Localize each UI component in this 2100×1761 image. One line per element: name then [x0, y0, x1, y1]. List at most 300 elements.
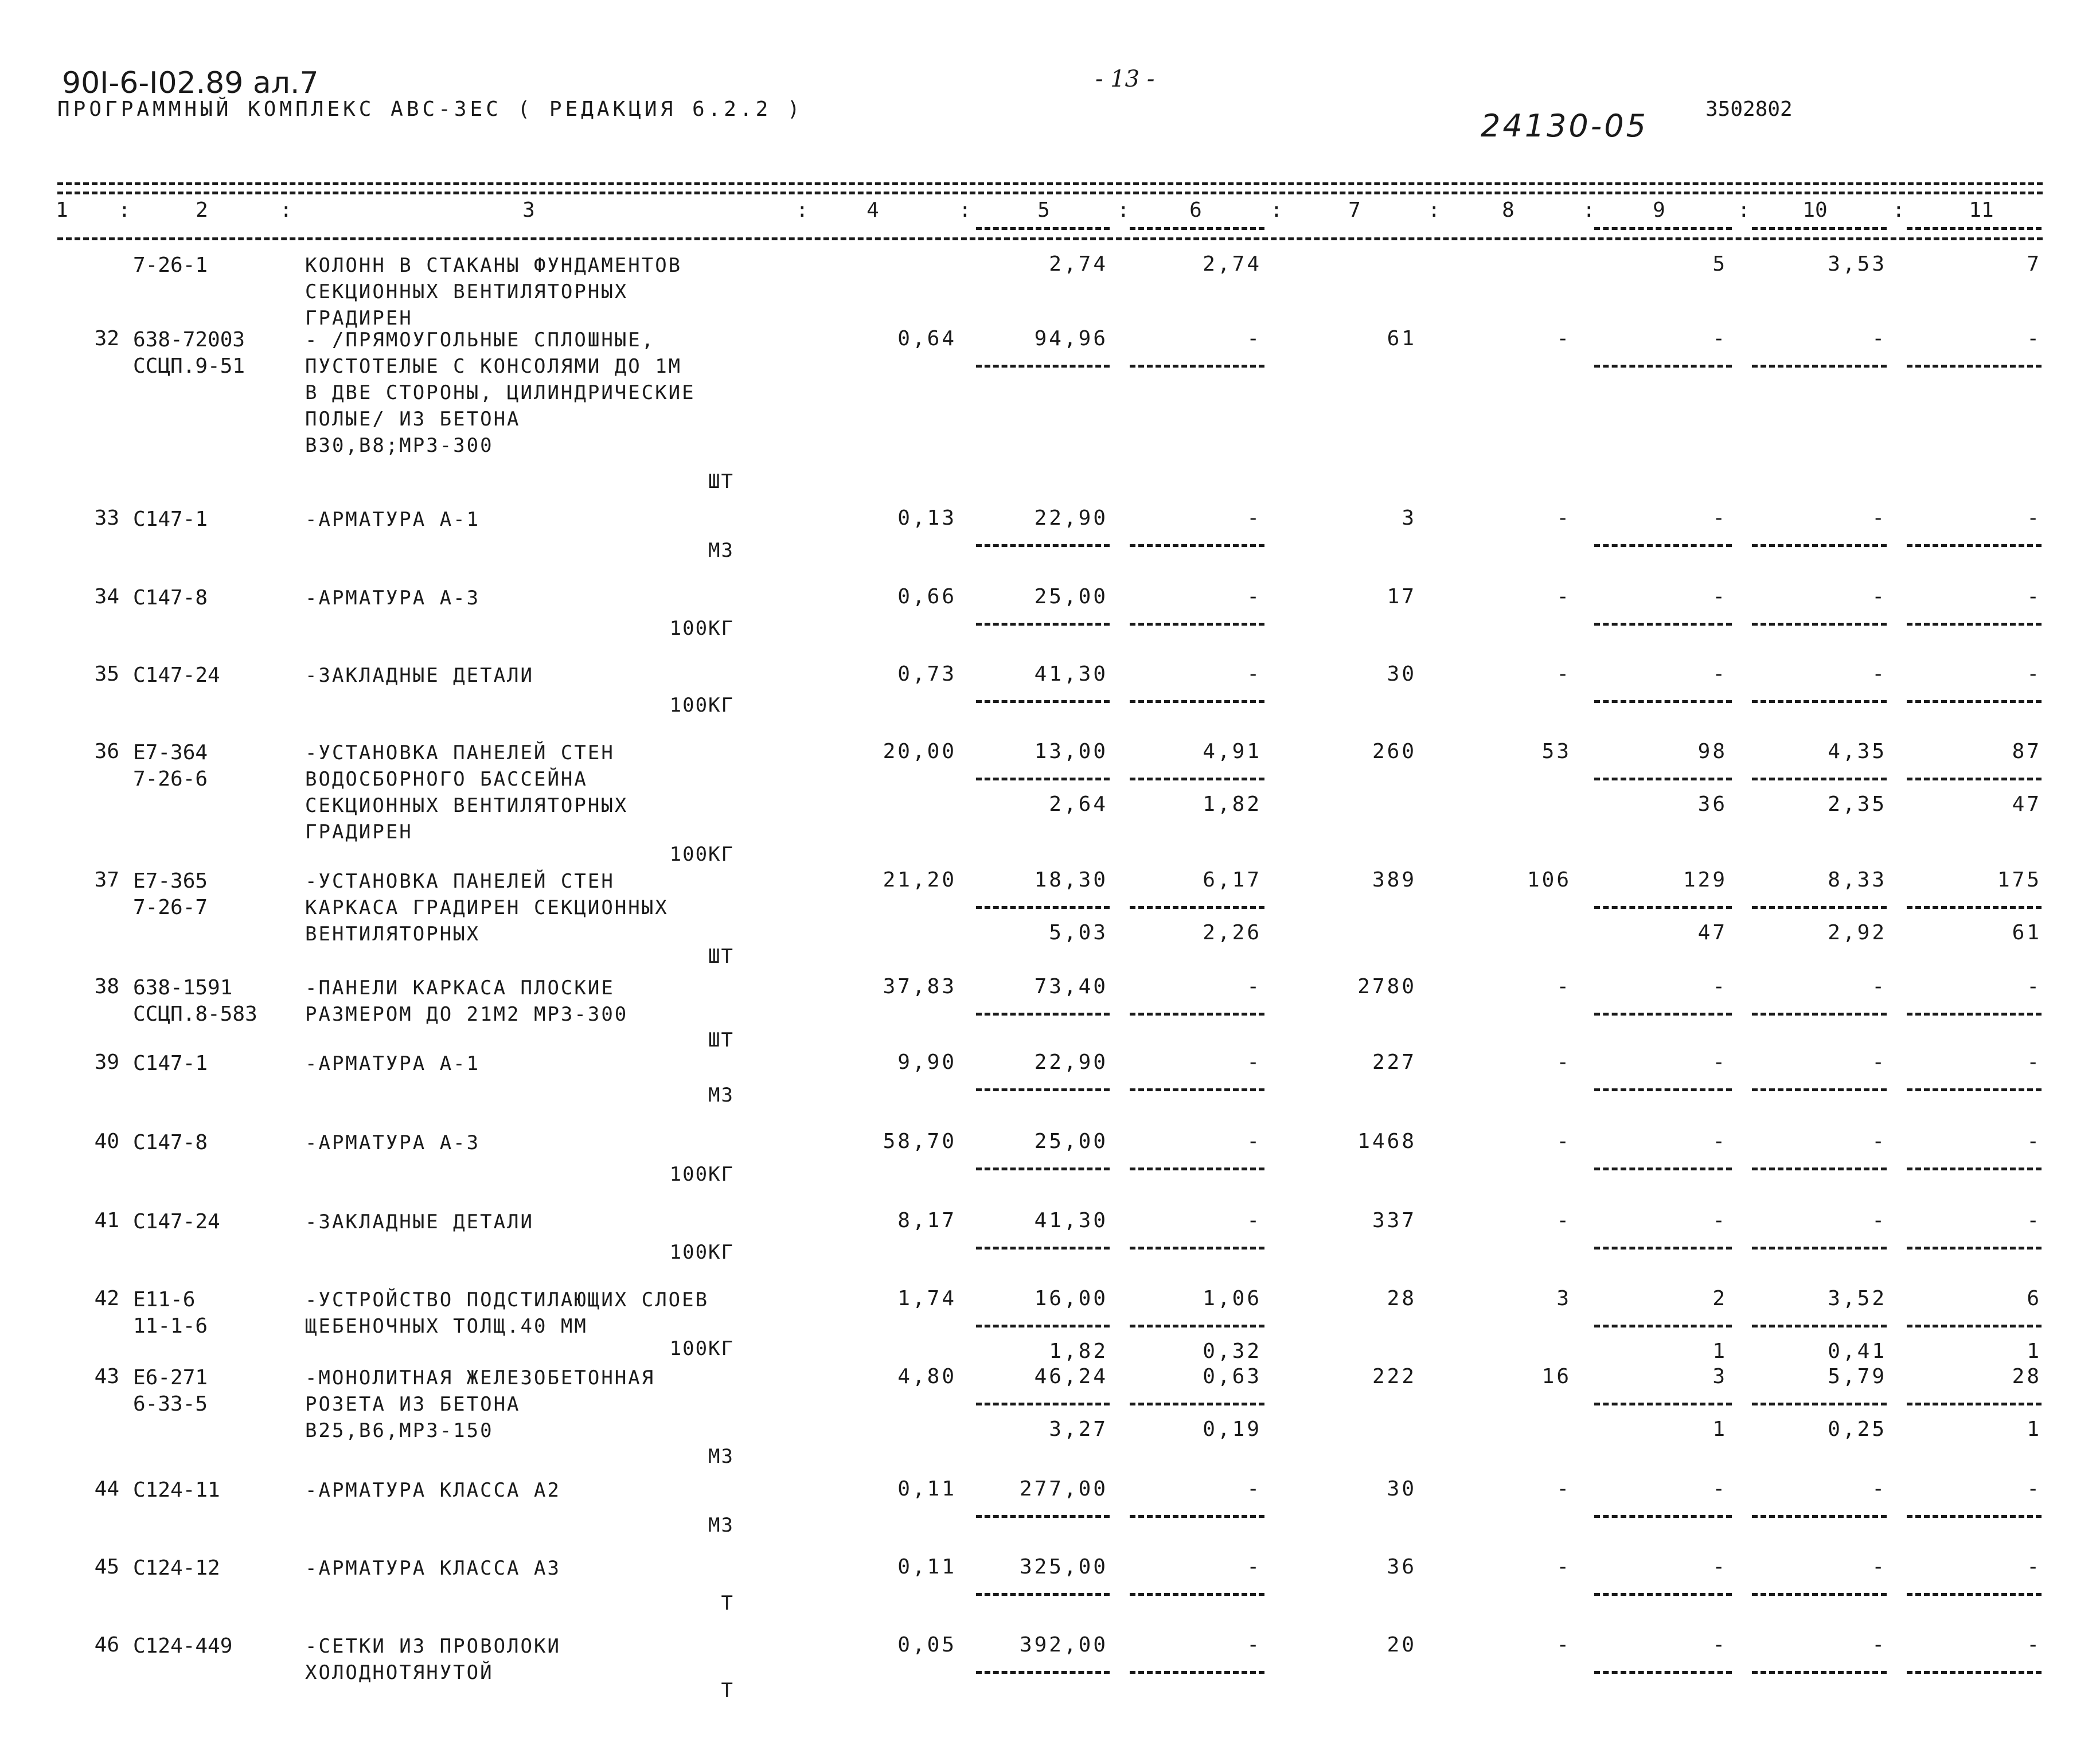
cell-c5: 13,00: [1034, 740, 1108, 763]
cell-c11: -: [2027, 1555, 2042, 1579]
table-row: [0, 327, 2100, 457]
document-id: 3502802: [1705, 97, 1793, 121]
cell-c6: -: [1247, 1209, 1262, 1232]
column-header-4: 4: [866, 198, 879, 222]
cell-c9: -: [1712, 1555, 1727, 1579]
row-description: -УСТАНОВКА ПАНЕЛЕЙ СТЕН КАРКАСА ГРАДИРЕН СЕКЦИОННЫХ ВЕНТИЛЯТОРНЫХ: [305, 870, 669, 946]
cell-c4: 8,17: [897, 1209, 957, 1232]
row-number: 45: [94, 1555, 119, 1579]
value-divider: [1752, 1013, 1887, 1016]
column-header-7: 7: [1348, 198, 1361, 222]
cell-c4: 0,66: [897, 585, 957, 608]
cell-c7: 260: [1372, 740, 1416, 763]
cell-c9: 3: [1712, 1365, 1727, 1388]
cell-c6: 0,63: [1203, 1365, 1262, 1388]
unit-label: 100КГ: [669, 1337, 734, 1360]
cell-c7: 17: [1387, 585, 1416, 608]
cell-c10: 3,52: [1828, 1287, 1887, 1310]
row-description: - /ПРЯМОУГОЛЬНЫЕ СПЛОШНЫЕ, ПУСТОТЕЛЫЕ С КОНСОЛЯМИ ДО 1М В ДВЕ СТОРОНЫ, ЦИЛИНДРИЧЕСКИЕ ПОЛЫЕ/ ИЗ БЕТОНА В30,В8;МРЗ-300: [305, 329, 696, 457]
cell-c6: -: [1247, 1130, 1262, 1153]
cell-c9: -: [1712, 662, 1727, 686]
cell-c8: 106: [1527, 868, 1571, 892]
cell-c9: -: [1712, 1130, 1727, 1153]
table-row: [0, 506, 2100, 598]
row-code: С147-24: [133, 1210, 220, 1233]
unit-label: ШТ: [708, 945, 734, 968]
value-divider: [976, 1593, 1110, 1596]
value-divider: [1907, 1593, 2042, 1596]
column-header-9: 9: [1653, 198, 1665, 222]
cell-c6: 0,19: [1203, 1418, 1262, 1441]
value-divider: [1907, 365, 2042, 368]
cell-c11: 47: [2012, 792, 2042, 816]
row-code: Е11-6 11-1-6: [133, 1288, 208, 1338]
column-separator: :: [1583, 198, 1595, 222]
cell-c9: -: [1712, 1633, 1727, 1657]
row-number: 39: [94, 1051, 119, 1074]
row-code: С147-1: [133, 507, 208, 531]
row-description: -АРМАТУРА А-3: [305, 1131, 481, 1154]
value-divider: [1130, 365, 1264, 368]
cell-c8: 53: [1541, 740, 1571, 763]
row-code: Е6-271 6-33-5: [133, 1366, 208, 1416]
cell-c4: 20,00: [883, 740, 957, 763]
value-divider: [1130, 544, 1264, 547]
unit-label: Т: [721, 1592, 734, 1615]
value-divider: [1907, 1168, 2042, 1170]
row-number: 40: [94, 1130, 119, 1153]
row-number: 32: [94, 327, 119, 350]
cell-c6: 6,17: [1203, 868, 1262, 892]
value-divider: [1130, 700, 1264, 703]
cell-c7: 61: [1387, 327, 1416, 350]
cell-c4: 0,05: [897, 1633, 957, 1657]
row-description: -АРМАТУРА КЛАССА А2: [305, 1479, 561, 1502]
cell-c7: 30: [1387, 1477, 1416, 1501]
value-divider: [1752, 544, 1887, 547]
cell-c6: 1,06: [1203, 1287, 1262, 1310]
cell-c7: 1468: [1357, 1130, 1416, 1153]
cell-c8: -: [1556, 1555, 1571, 1579]
row-description: -СЕТКИ ИЗ ПРОВОЛОКИ ХОЛОДНОТЯНУТОЙ: [305, 1635, 561, 1684]
cell-c4: 21,20: [883, 868, 957, 892]
cell-c4: 58,70: [883, 1130, 957, 1153]
value-divider: [976, 227, 1110, 230]
value-divider: [1594, 227, 1732, 230]
cell-c8: -: [1556, 975, 1571, 998]
cell-c10: 4,35: [1828, 740, 1887, 763]
row-code: С124-449: [133, 1634, 233, 1658]
value-divider: [1130, 1168, 1264, 1170]
row-code: С147-24: [133, 663, 220, 687]
value-divider: [1907, 1671, 2042, 1674]
cell-c10: -: [1872, 506, 1887, 530]
row-code: С147-1: [133, 1052, 208, 1075]
value-divider: [1907, 623, 2042, 626]
value-divider: [1594, 700, 1732, 703]
row-code: С147-8: [133, 586, 208, 610]
program-title: ПРОГРАММНЫЙ КОМПЛЕКС АВС-ЗЕС ( РЕДАКЦИЯ 6.2.2 ): [57, 97, 803, 121]
value-divider: [1594, 544, 1732, 547]
cell-c9: -: [1712, 1209, 1727, 1232]
value-divider: [1130, 778, 1264, 780]
value-divider: [1130, 1247, 1264, 1250]
cell-c5: 18,30: [1034, 868, 1108, 892]
cell-c7: 2780: [1357, 975, 1416, 998]
cell-c5: 1,82: [1049, 1340, 1108, 1363]
value-divider: [1752, 1403, 1887, 1405]
cell-c7: 30: [1387, 662, 1416, 686]
value-divider: [976, 1671, 1110, 1674]
value-divider: [1752, 1671, 1887, 1674]
cell-c11: 87: [2012, 740, 2042, 763]
value-divider: [976, 1168, 1110, 1170]
row-code: Е7-364 7-26-6: [133, 741, 208, 791]
value-divider: [1594, 1247, 1732, 1250]
cell-c6: -: [1247, 327, 1262, 350]
unit-label: М3: [708, 1084, 734, 1107]
cell-c10: -: [1872, 327, 1887, 350]
cell-c9: 1: [1712, 1418, 1727, 1441]
value-divider: [1907, 906, 2042, 909]
row-description: -МОНОЛИТНАЯ ЖЕЛЕЗОБЕТОННАЯ РОЗЕТА ИЗ БЕТОНА В25,В6,МРЗ-150: [305, 1366, 655, 1442]
value-divider: [1594, 1403, 1732, 1405]
value-divider: [1594, 778, 1732, 780]
unit-label: ШТ: [708, 470, 734, 493]
cell-c8: -: [1556, 1477, 1571, 1501]
cell-c4: 4,80: [897, 1365, 957, 1388]
value-divider: [1752, 623, 1887, 626]
cell-c11: 6: [2027, 1287, 2042, 1310]
cell-c6: 2,74: [1203, 252, 1262, 276]
value-divider: [1594, 906, 1732, 909]
cell-c8: 16: [1541, 1365, 1571, 1388]
row-number: 34: [94, 585, 119, 608]
cell-c5: 325,00: [1019, 1555, 1108, 1579]
row-description: КОЛОНН В СТАКАНЫ ФУНДАМЕНТОВ СЕКЦИОННЫХ ВЕНТИЛЯТОРНЫХ ГРАДИРЕН: [305, 254, 682, 330]
cell-c10: 2,92: [1828, 921, 1887, 944]
column-header-8: 8: [1502, 198, 1515, 222]
value-divider: [1130, 1593, 1264, 1596]
cell-c5: 3,27: [1049, 1418, 1108, 1441]
value-divider: [976, 1088, 1110, 1091]
cell-c6: 4,91: [1203, 740, 1262, 763]
cell-c9: -: [1712, 506, 1727, 530]
value-divider: [1130, 1403, 1264, 1405]
cell-c8: 3: [1556, 1287, 1571, 1310]
cell-c7: 389: [1372, 868, 1416, 892]
row-description: -АРМАТУРА А-1: [305, 1052, 481, 1075]
cell-c6: -: [1247, 585, 1262, 608]
row-code: С147-8: [133, 1131, 208, 1154]
cell-c6: -: [1247, 1633, 1262, 1657]
cell-c6: -: [1247, 1555, 1262, 1579]
unit-label: 100КГ: [669, 617, 734, 640]
row-description: -ЗАКЛАДНЫЕ ДЕТАЛИ: [305, 1211, 534, 1233]
table-row: [0, 1130, 2100, 1221]
row-number: 43: [94, 1365, 119, 1388]
cell-c9: 5: [1712, 252, 1727, 276]
cell-c11: -: [2027, 1477, 2042, 1501]
cell-c5: 2,64: [1049, 792, 1108, 816]
cell-c10: -: [1872, 1477, 1887, 1501]
document-code: 90I-6-I02.89 ал.7: [62, 66, 319, 100]
column-header-3: 3: [522, 198, 535, 222]
cell-c9: -: [1712, 1477, 1727, 1501]
value-divider: [1594, 365, 1732, 368]
cell-c10: 3,53: [1828, 252, 1887, 276]
cell-c5: 22,90: [1034, 506, 1108, 530]
row-code: Е7-365 7-26-7: [133, 869, 208, 919]
cell-c11: -: [2027, 1209, 2042, 1232]
value-divider: [976, 700, 1110, 703]
cell-c11: -: [2027, 506, 2042, 530]
cell-c8: -: [1556, 662, 1571, 686]
cell-c6: -: [1247, 662, 1262, 686]
cell-c9: -: [1712, 585, 1727, 608]
cell-c10: -: [1872, 1051, 1887, 1074]
column-separator: :: [1117, 198, 1130, 222]
value-divider: [1752, 1088, 1887, 1091]
row-description: -ПАНЕЛИ КАРКАСА ПЛОСКИЕ РАЗМЕРОМ ДО 21М2 МРЗ-300: [305, 977, 629, 1026]
column-separator: :: [959, 198, 971, 222]
cell-c11: -: [2027, 1130, 2042, 1153]
value-divider: [1594, 1515, 1732, 1518]
cell-c5: 2,74: [1049, 252, 1108, 276]
row-number: 46: [94, 1633, 119, 1657]
row-description: -ЗАКЛАДНЫЕ ДЕТАЛИ: [305, 664, 534, 687]
value-divider: [1130, 623, 1264, 626]
row-code: С124-11: [133, 1478, 220, 1502]
cell-c9: 1: [1712, 1340, 1727, 1363]
value-divider: [1130, 1671, 1264, 1674]
table-row: [0, 1051, 2100, 1142]
table-row: [0, 1633, 2100, 1725]
row-number: 42: [94, 1287, 119, 1310]
value-divider: [976, 365, 1110, 368]
cell-c5: 25,00: [1034, 585, 1108, 608]
cell-c6: 2,26: [1203, 921, 1262, 944]
cell-c5: 73,40: [1034, 975, 1108, 998]
cell-c10: -: [1872, 1633, 1887, 1657]
cell-c8: -: [1556, 506, 1571, 530]
cell-c4: 0,11: [897, 1477, 957, 1501]
cell-c8: -: [1556, 327, 1571, 350]
value-divider: [1594, 1168, 1732, 1170]
column-separator: :: [1738, 198, 1750, 222]
unit-label: 100КГ: [669, 1163, 734, 1186]
value-divider: [1594, 1325, 1732, 1327]
cell-c5: 22,90: [1034, 1051, 1108, 1074]
column-separator: :: [280, 198, 292, 222]
cell-c8: -: [1556, 1130, 1571, 1153]
value-divider: [1752, 1325, 1887, 1327]
cell-c8: -: [1556, 1051, 1571, 1074]
table-top-rule: [57, 182, 2043, 185]
unit-label: М3: [708, 1514, 734, 1537]
cell-c10: 8,33: [1828, 868, 1887, 892]
row-number: 37: [94, 868, 119, 892]
cell-c5: 46,24: [1034, 1365, 1108, 1388]
value-divider: [1752, 1247, 1887, 1250]
cell-c7: 28: [1387, 1287, 1416, 1310]
column-separator: :: [1892, 198, 1905, 222]
value-divider: [976, 623, 1110, 626]
value-divider: [976, 1325, 1110, 1327]
cell-c4: 0,64: [897, 327, 957, 350]
value-divider: [976, 1515, 1110, 1518]
value-divider: [1907, 1247, 2042, 1250]
cell-c9: 36: [1697, 792, 1727, 816]
cell-c6: -: [1247, 975, 1262, 998]
value-divider: [1752, 1593, 1887, 1596]
value-divider: [1907, 778, 2042, 780]
column-separator: :: [1428, 198, 1441, 222]
cell-c11: -: [2027, 975, 2042, 998]
value-divider: [976, 906, 1110, 909]
value-divider: [1130, 1013, 1264, 1016]
cell-c5: 5,03: [1049, 921, 1108, 944]
cell-c7: 337: [1372, 1209, 1416, 1232]
value-divider: [976, 1403, 1110, 1405]
value-divider: [1130, 227, 1264, 230]
value-divider: [1594, 1013, 1732, 1016]
cell-c10: -: [1872, 975, 1887, 998]
cell-c11: 28: [2012, 1365, 2042, 1388]
row-code: С124-12: [133, 1556, 220, 1580]
value-divider: [1907, 1515, 2042, 1518]
cell-c4: 37,83: [883, 975, 957, 998]
row-number: 38: [94, 975, 119, 998]
row-number: 44: [94, 1477, 119, 1501]
row-code: 638-1591 ССЦП.8-583: [133, 976, 257, 1026]
value-divider: [1594, 1088, 1732, 1091]
cell-c7: 20: [1387, 1633, 1416, 1657]
cell-c5: 277,00: [1019, 1477, 1108, 1501]
cell-c6: -: [1247, 506, 1262, 530]
row-description: -АРМАТУРА КЛАССА А3: [305, 1557, 561, 1580]
value-divider: [1752, 365, 1887, 368]
value-divider: [976, 1247, 1110, 1250]
cell-c5: 41,30: [1034, 662, 1108, 686]
column-separator: :: [796, 198, 809, 222]
cell-c9: -: [1712, 975, 1727, 998]
row-number: 35: [94, 662, 119, 686]
value-divider: [1752, 906, 1887, 909]
unit-label: М3: [708, 1445, 734, 1468]
page-number: - 13 -: [1095, 66, 1155, 92]
table-top-rule-2: [57, 192, 2043, 194]
column-header-1: 1: [56, 198, 68, 222]
row-description: -УСТРОЙСТВО ПОДСТИЛАЮЩИХ СЛОЕВ ЩЕБЕНОЧНЫХ ТОЛЩ.40 ММ: [305, 1288, 709, 1338]
header-bottom-rule: [57, 237, 2043, 240]
unit-label: М3: [708, 539, 734, 562]
cell-c10: 0,41: [1828, 1340, 1887, 1363]
row-description: -УСТАНОВКА ПАНЕЛЕЙ СТЕН ВОДОСБОРНОГО БАССЕЙНА СЕКЦИОННЫХ ВЕНТИЛЯТОРНЫХ ГРАДИРЕН: [305, 741, 629, 844]
cell-c10: 2,35: [1828, 792, 1887, 816]
row-code: 638-72003 ССЦП.9-51: [133, 328, 245, 378]
cell-c8: -: [1556, 1209, 1571, 1232]
value-divider: [1907, 544, 2042, 547]
cell-c11: -: [2027, 585, 2042, 608]
unit-label: 100КГ: [669, 1241, 734, 1264]
value-divider: [976, 544, 1110, 547]
cell-c9: 98: [1697, 740, 1727, 763]
value-divider: [1907, 227, 2042, 230]
cell-c9: 47: [1697, 921, 1727, 944]
cell-c11: 61: [2012, 921, 2042, 944]
cell-c6: -: [1247, 1477, 1262, 1501]
value-divider: [1752, 1515, 1887, 1518]
cell-c11: -: [2027, 1051, 2042, 1074]
column-separator: :: [118, 198, 131, 222]
value-divider: [1907, 1325, 2042, 1327]
value-divider: [1130, 906, 1264, 909]
cell-c9: -: [1712, 327, 1727, 350]
unit-label: 100КГ: [669, 694, 734, 717]
cell-c6: -: [1247, 1051, 1262, 1074]
cell-c8: -: [1556, 1633, 1571, 1657]
handwritten-stamp: 24130-05: [1481, 108, 1648, 144]
cell-c4: 1,74: [897, 1287, 957, 1310]
value-divider: [1907, 1088, 2042, 1091]
table-row: [0, 740, 2100, 844]
cell-c11: 175: [1997, 868, 2042, 892]
cell-c5: 41,30: [1034, 1209, 1108, 1232]
value-divider: [1594, 1671, 1732, 1674]
cell-c11: 1: [2027, 1418, 2042, 1441]
value-divider: [1752, 227, 1887, 230]
value-divider: [1594, 1593, 1732, 1596]
value-divider: [1752, 1168, 1887, 1170]
row-number: 33: [94, 506, 119, 530]
cell-c5: 94,96: [1034, 327, 1108, 350]
cell-c7: 222: [1372, 1365, 1416, 1388]
cell-c10: -: [1872, 1209, 1887, 1232]
cell-c10: -: [1872, 1555, 1887, 1579]
column-header-6: 6: [1189, 198, 1202, 222]
cell-c11: -: [2027, 662, 2042, 686]
cell-c7: 36: [1387, 1555, 1416, 1579]
value-divider: [1752, 700, 1887, 703]
cell-c11: 7: [2027, 252, 2042, 276]
row-description: -АРМАТУРА А-3: [305, 587, 481, 610]
cell-c5: 16,00: [1034, 1287, 1108, 1310]
row-number: 36: [94, 740, 119, 763]
value-divider: [976, 1013, 1110, 1016]
row-code: 7-26-1: [133, 253, 208, 277]
cell-c10: 0,25: [1828, 1418, 1887, 1441]
cell-c8: -: [1556, 585, 1571, 608]
table-row: [0, 868, 2100, 960]
value-divider: [1752, 778, 1887, 780]
cell-c10: -: [1872, 662, 1887, 686]
cell-c10: -: [1872, 585, 1887, 608]
value-divider: [1594, 623, 1732, 626]
cell-c9: -: [1712, 1051, 1727, 1074]
cell-c7: 3: [1402, 506, 1416, 530]
cell-c5: 392,00: [1019, 1633, 1108, 1657]
cell-c9: 129: [1683, 868, 1727, 892]
row-description: -АРМАТУРА А-1: [305, 508, 481, 531]
value-divider: [1907, 700, 2042, 703]
value-divider: [976, 778, 1110, 780]
column-header-11: 11: [1969, 198, 1994, 222]
cell-c4: 0,13: [897, 506, 957, 530]
cell-c6: 1,82: [1203, 792, 1262, 816]
value-divider: [1130, 1325, 1264, 1327]
cell-c11: 1: [2027, 1340, 2042, 1363]
